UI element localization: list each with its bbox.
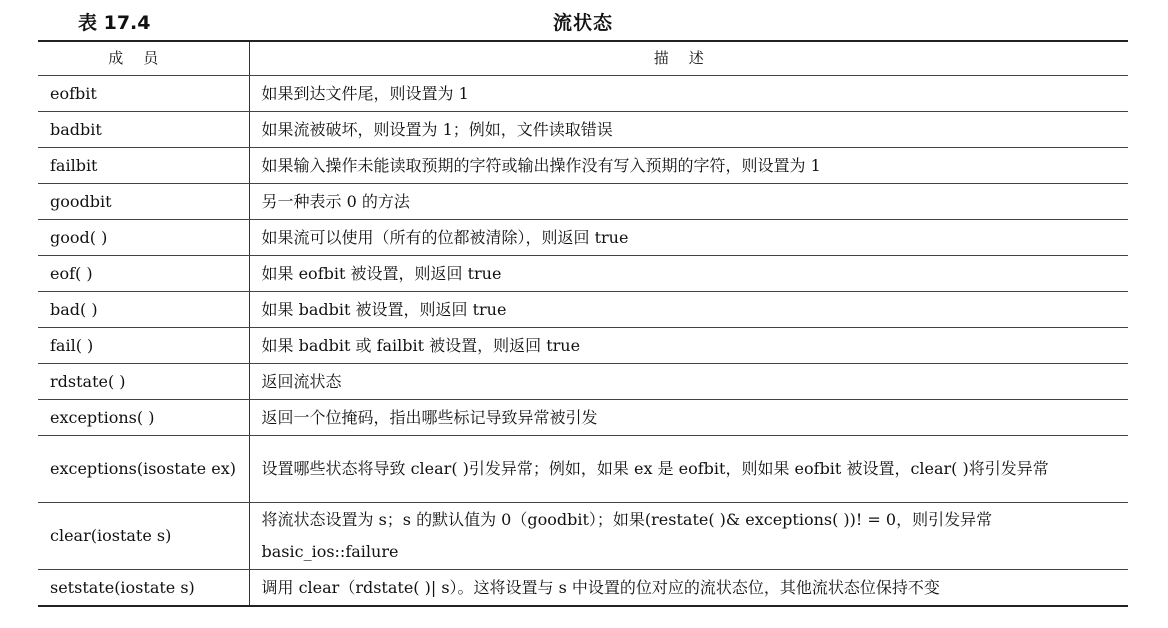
description-cell: 设置哪些状态将导致 clear( )引发异常；例如，如果 ex 是 eofbit，则如果 eofbit 被设置，clear( )将引发异常	[249, 436, 1128, 503]
table-row	[38, 570, 1128, 607]
header-description: 描述	[249, 41, 1128, 76]
description-cell: 返回一个位掩码，指出哪些标记导致异常被引发	[249, 400, 1128, 436]
stream-state-table	[38, 40, 1128, 607]
member-cell: exceptions(isostate ex)	[38, 436, 249, 503]
table-row	[38, 112, 1128, 148]
table-caption	[38, 4, 1128, 34]
table-row	[38, 400, 1128, 436]
table-header-row	[38, 41, 1128, 76]
member-cell: failbit	[38, 148, 249, 184]
member-cell: fail( )	[38, 328, 249, 364]
table-title: 流状态	[552, 12, 613, 34]
description-cell: 另一种表示 0 的方法	[249, 184, 1128, 220]
description-cell: 如果到达文件尾，则设置为 1	[249, 76, 1128, 112]
table-row	[38, 184, 1128, 220]
description-cell: 如果 badbit 或 failbit 被设置，则返回 true	[249, 328, 1128, 364]
description-cell: 调用 clear（rdstate( )| s）。这将设置与 s 中设置的位对应的流状态位，其他流状态位保持不变	[249, 570, 1128, 607]
description-cell: 如果 eofbit 被设置，则返回 true	[249, 256, 1128, 292]
table-row	[38, 148, 1128, 184]
table-number: 表 17.4	[78, 12, 151, 34]
table-row	[38, 220, 1128, 256]
description-cell: 如果流可以使用（所有的位都被清除），则返回 true	[249, 220, 1128, 256]
member-cell: goodbit	[38, 184, 249, 220]
member-cell: eof( )	[38, 256, 249, 292]
member-cell: eofbit	[38, 76, 249, 112]
description-cell: 将流状态设置为 s；s 的默认值为 0（goodbit）；如果(restate( )& exceptions( ))! = 0，则引发异常 basic_ios::failure	[249, 503, 1128, 570]
table-row	[38, 76, 1128, 112]
member-cell: badbit	[38, 112, 249, 148]
table-row	[38, 328, 1128, 364]
member-cell: clear(iostate s)	[38, 503, 249, 570]
member-cell: setstate(iostate s)	[38, 570, 249, 607]
member-cell: bad( )	[38, 292, 249, 328]
header-member: 成员	[38, 41, 249, 76]
description-cell: 返回流状态	[249, 364, 1128, 400]
table-row	[38, 256, 1128, 292]
description-cell: 如果流被破坏，则设置为 1；例如，文件读取错误	[249, 112, 1128, 148]
table-row	[38, 364, 1128, 400]
table-row	[38, 292, 1128, 328]
table-row	[38, 503, 1128, 570]
member-cell: good( )	[38, 220, 249, 256]
member-cell: exceptions( )	[38, 400, 249, 436]
description-cell: 如果 badbit 被设置，则返回 true	[249, 292, 1128, 328]
description-cell: 如果输入操作未能读取预期的字符或输出操作没有写入预期的字符，则设置为 1	[249, 148, 1128, 184]
table-row	[38, 436, 1128, 503]
member-cell: rdstate( )	[38, 364, 249, 400]
